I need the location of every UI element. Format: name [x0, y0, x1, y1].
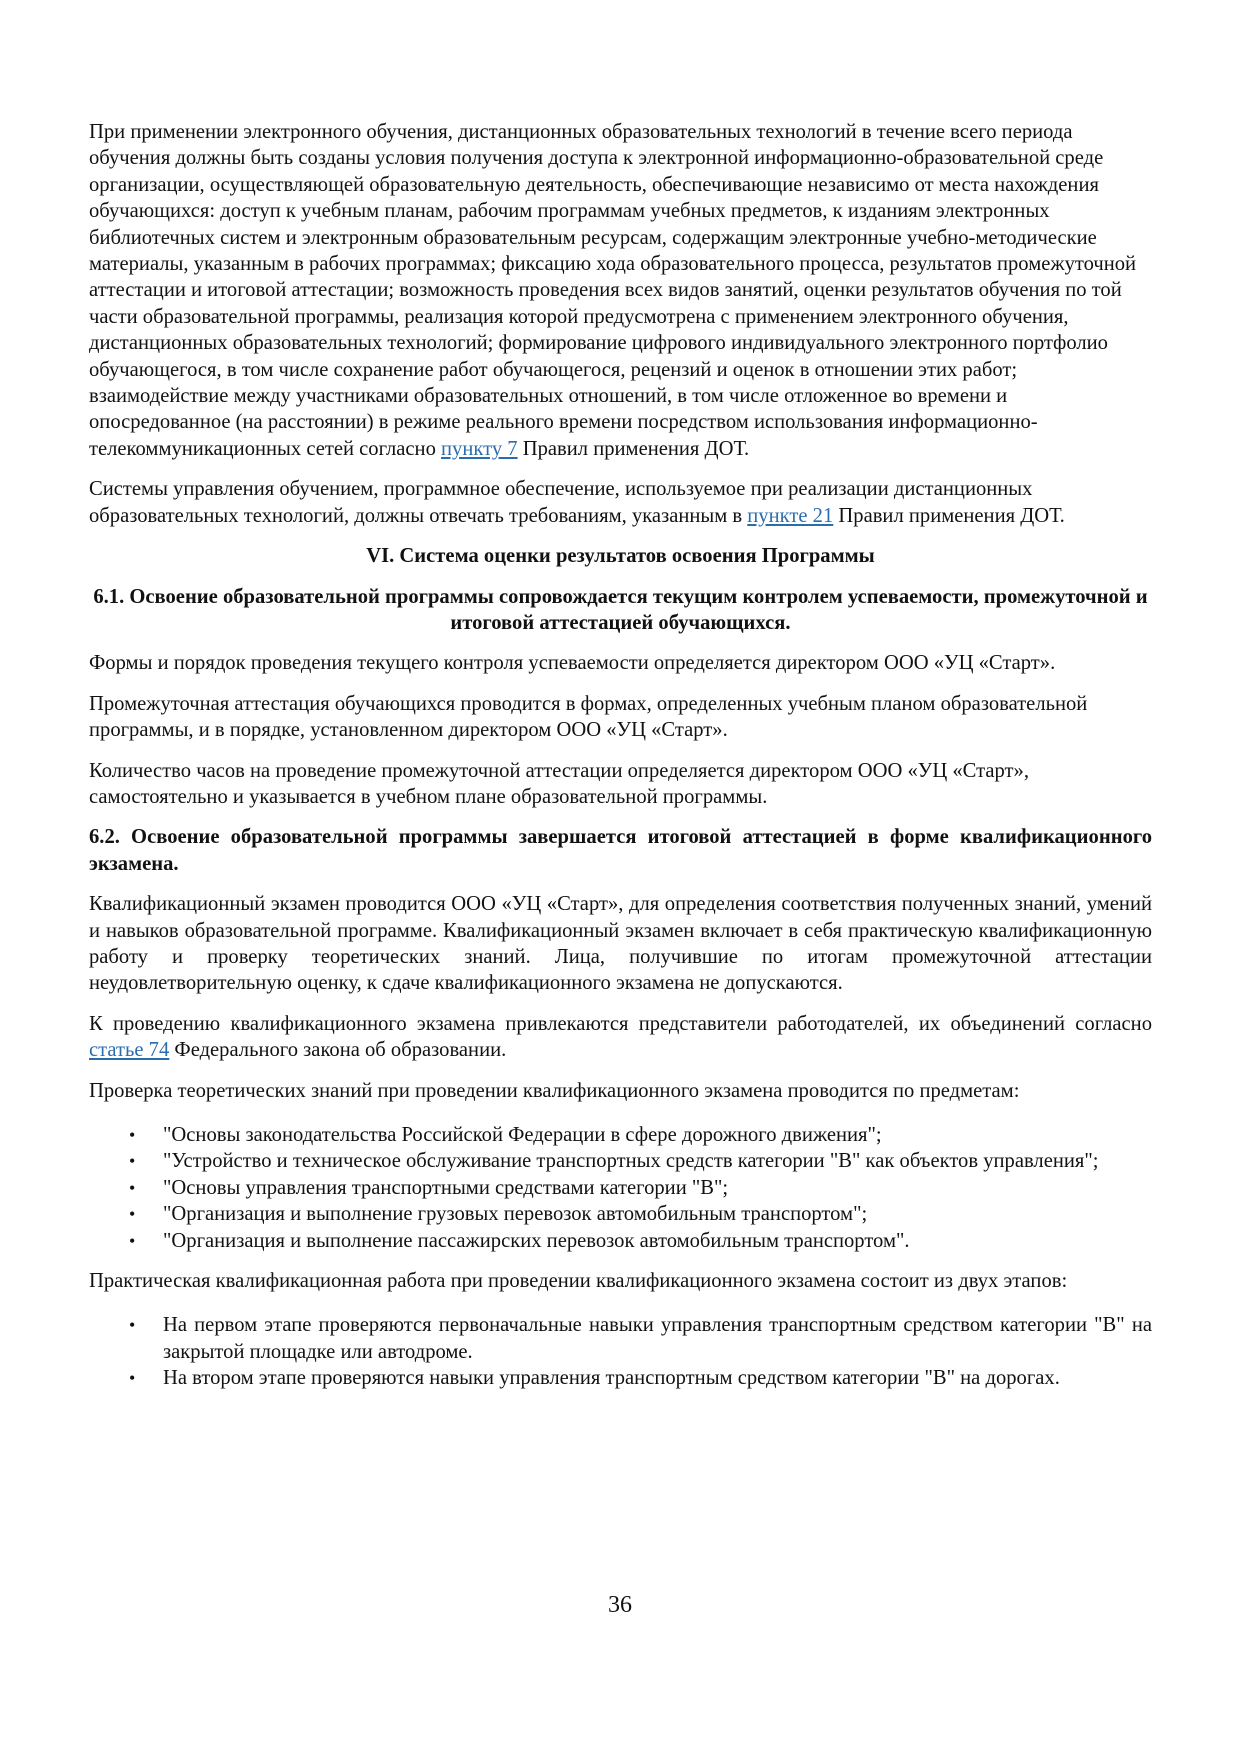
bullet-icon: • [129, 1368, 136, 1389]
bullet-icon: • [129, 1151, 136, 1172]
list-item [89, 1228, 1152, 1254]
list-item [89, 1201, 1152, 1227]
list-item-text: "Устройство и техническое обслуживание транспортных средств категории "B" как объектов управления"; [163, 1150, 1099, 1173]
paragraph-text: Системы управления обучением, программное обеспечение, используемое при реализации дистанционных образовательных технологий, должны отвечать требованиям, указанным в [89, 478, 1033, 527]
paragraph-electronic-learning-conditions [89, 119, 1152, 462]
document-page [89, 119, 1152, 1406]
list-item [89, 1312, 1152, 1365]
paragraph-text: Федерального закона об образовании. [169, 1039, 507, 1062]
paragraph-current-control: Формы и порядок проведения текущего контроля успеваемости определяется директором ООО «УЦ «Старт». [89, 652, 1056, 675]
list-item-text: "Организация и выполнение грузовых перевозок автомобильным транспортом"; [163, 1203, 868, 1226]
list-item-text: "Основы управления транспортными средствами категории "B"; [163, 1176, 729, 1199]
subsection-6-1-heading: 6.1. Освоение образовательной программы сопровождается текущим контролем успеваемости, промежуточной и итоговой аттестацией обучающихся. [93, 585, 1148, 634]
list-item [89, 1365, 1152, 1391]
bullet-icon: • [129, 1204, 136, 1225]
list-item [89, 1122, 1152, 1148]
paragraph-text: Правил применения ДОТ. [517, 437, 750, 460]
paragraph-intermediate-attestation: Промежуточная аттестация обучающихся проводится в формах, определенных учебным планом образовательной программы, и в порядке, установленном директором ООО «УЦ «Старт». [89, 692, 1088, 742]
link-punkt-21[interactable]: пункте 21 [747, 504, 834, 527]
paragraph-text: К проведению квалификационного экзамена привлекаются представители работодателей, их объединений согласно [89, 1012, 1152, 1035]
page-number: 36 [608, 1592, 632, 1618]
theory-subjects-list [89, 1122, 1152, 1254]
paragraph-text: Правил применения ДОТ. [833, 504, 1065, 527]
list-item-text: "Организация и выполнение пассажирских перевозок автомобильным транспортом". [163, 1229, 910, 1252]
section-title: VI. Система оценки результатов освоения Программы [366, 545, 875, 568]
link-statya-74[interactable]: статье 74 [89, 1039, 170, 1062]
bullet-icon: • [129, 1177, 136, 1198]
bullet-icon: • [129, 1315, 136, 1336]
paragraph-attestation-hours: Количество часов на проведение промежуточной аттестации определяется директором ООО «УЦ «Старт», самостоятельно и указывается в учебном плане образовательной программы. [89, 759, 1029, 808]
bullet-icon: • [129, 1125, 136, 1145]
list-item [89, 1148, 1152, 1174]
paragraph-practice-intro: Практическая квалификационная работа при проведении квалификационного экзамена состоит из двух этапов: [89, 1270, 1068, 1293]
link-punkt-7[interactable]: пункту 7 [441, 437, 518, 460]
bullet-icon: • [129, 1230, 136, 1251]
list-item-text: На втором этапе проверяются навыки управления транспортным средством категории "B" на дорогах. [163, 1367, 1060, 1390]
list-item-text: "Основы законодательства Российской Федерации в сфере дорожного движения"; [163, 1124, 882, 1146]
list-item [89, 1175, 1152, 1201]
paragraph-qualification-exam: Квалификационный экзамен проводится ООО «УЦ «Старт», для определения соответствия полученных знаний, умений и навыков образовательной программе. Квалификационный экзамен включает в себя практическую квалификационную работу и проверку теоретических знаний. Лица, получившие по итогам промежуточной аттестации неудовлетворительную оценку, к сдаче квалификационного экзамена не допускаются. [89, 893, 1152, 995]
paragraph-theory-intro: Проверка теоретических знаний при проведении квалификационного экзамена проводится по предметам: [89, 1079, 1020, 1102]
practice-stages-list [89, 1312, 1152, 1391]
paragraph-employers [89, 1011, 1152, 1064]
paragraph-text: При применении электронного обучения, дистанционных образовательных технологий в течение всего периода обучения должны быть созданы условия получения доступа к электронной информационно-образовательной среде организации, осуществляющей образовательную деятельность, обеспечивающие независимо от места нахождения обучающихся: доступ к учебным планам, рабочим программам учебных предметов, к изданиям электронных библиотечных систем и электронным образовательным ресурсам, содержащим электронные учебно-методические материалы, указанным в рабочих программах; фиксацию хода образовательного процесса, результатов промежуточной аттестации и итоговой аттестации; возможность проведения всех видов занятий, оценки результатов обучения по той части образовательной программы, реализация которой предусмотрена с применением электронного обучения, дистанционных образовательных технологий; формирование цифрового индивидуального электронного портфолио обучающегося, в том числе сохранение работ обучающегося, рецензий и оценок в отношении этих работ; взаимодействие между участниками образовательных отношений, в том числе отложенное во времени и опосредованное (на расстоянии) в режиме реального времени посредством использования информационно-телекоммуникационных сетей согласно [89, 121, 1137, 460]
subsection-6-2-heading: 6.2. Освоение образовательной программы завершается итоговой аттестацией в форме квалификационного экзамена. [89, 826, 1152, 875]
paragraph-learning-management-systems [89, 476, 1152, 529]
list-item-text: На первом этапе проверяются первоначальные навыки управления транспортным средством категории "B" на закрытой площадке или автодроме. [163, 1314, 1152, 1363]
